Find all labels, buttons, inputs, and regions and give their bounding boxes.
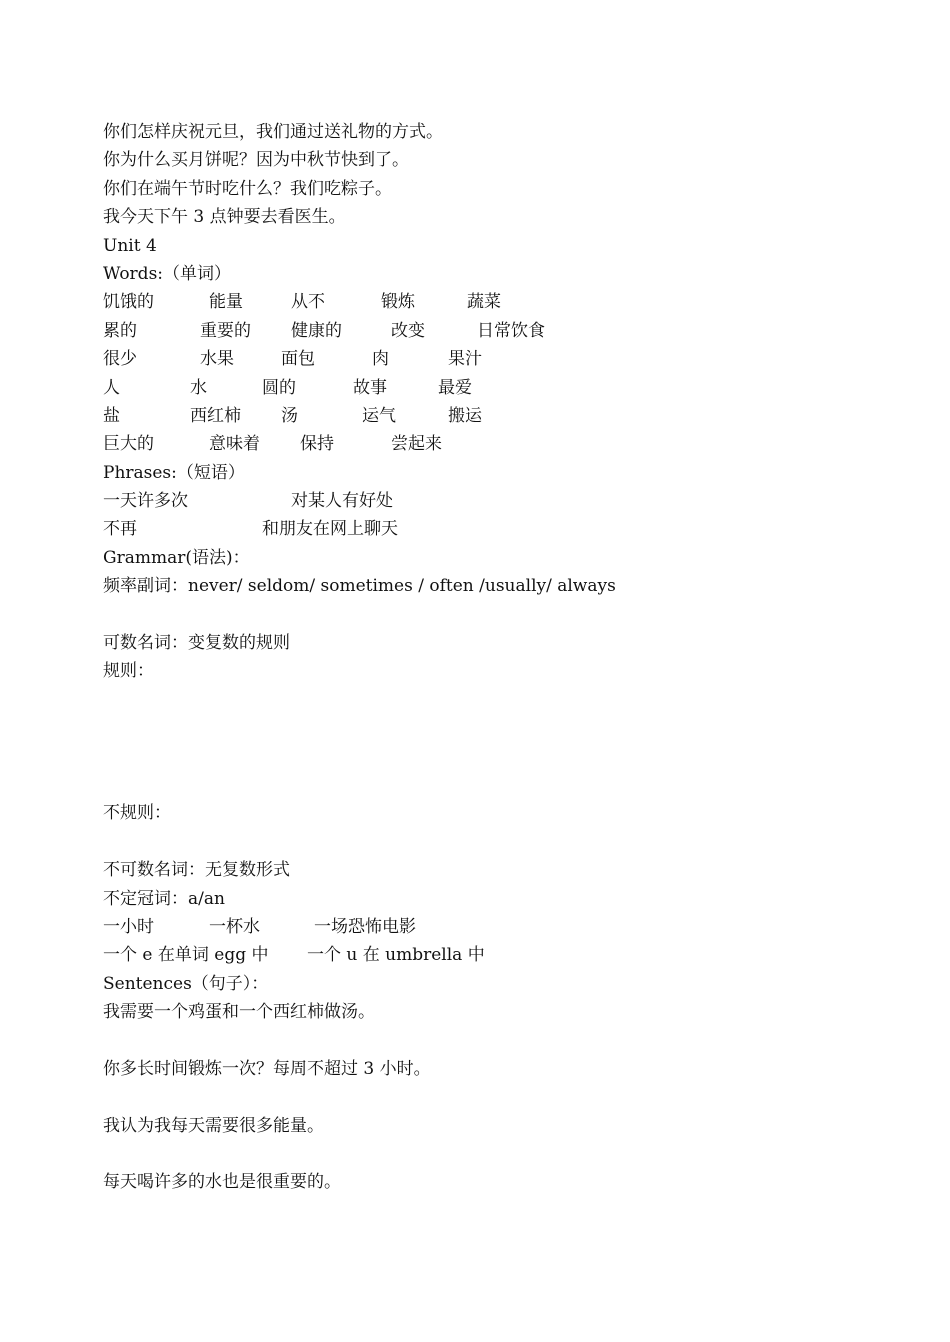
word: 累的 [103, 320, 137, 341]
word: 很少 [103, 349, 137, 370]
intro-line: 你们怎样庆祝元旦，我们通过送礼物的方式。 [103, 122, 443, 142]
words-row [103, 430, 863, 458]
word: 西红柿 [190, 405, 241, 426]
words-row [103, 345, 863, 373]
word: 能量 [209, 292, 243, 313]
phrases-row [103, 487, 863, 515]
words-heading: Words:（单词） [103, 263, 232, 284]
sentence: 我需要一个鸡蛋和一个西红柿做汤。 [103, 1002, 375, 1023]
word: 从不 [291, 292, 325, 313]
word: 保持 [300, 434, 334, 455]
word: 饥饿的 [103, 292, 154, 313]
word: 盐 [103, 405, 120, 426]
word: 水 [190, 377, 207, 398]
article-example: 一小时 [103, 916, 154, 937]
word: 水果 [200, 349, 234, 370]
word: 健康的 [291, 320, 342, 341]
article-example: 一个 u 在 umbrella 中 [307, 945, 485, 966]
word: 意味着 [209, 434, 260, 455]
phrase: 对某人有好处 [291, 491, 393, 512]
countable-nouns-line: 可数名词：变复数的规则 [103, 633, 290, 654]
word: 蔬菜 [467, 292, 501, 313]
article-example: 一场恐怖电影 [314, 916, 416, 937]
word: 面包 [281, 349, 315, 370]
word: 肉 [372, 349, 389, 370]
phrase: 和朋友在网上聊天 [262, 519, 398, 540]
article-examples-row [103, 941, 863, 969]
word: 巨大的 [103, 434, 154, 455]
phrases-heading: Phrases:（短语） [103, 462, 245, 483]
intro-line: 你为什么买月饼呢？因为中秋节快到了。 [103, 150, 409, 171]
word: 最爱 [438, 377, 472, 398]
sentence: 你多长时间锻炼一次？每周不超过 3 小时。 [103, 1058, 431, 1079]
frequency-adverbs-line: 频率副词：never/ seldom/ sometimes / often /usually/ always [103, 576, 616, 597]
document-page [103, 118, 863, 1197]
irregular-rules-label: 不规则： [103, 803, 171, 824]
phrases-row [103, 515, 863, 543]
word: 锻炼 [381, 292, 415, 313]
word: 运气 [362, 405, 396, 426]
word: 日常饮食 [477, 320, 545, 341]
word: 故事 [353, 377, 387, 398]
grammar-heading: Grammar(语法)： [103, 547, 250, 568]
sentence: 每天喝许多的水也是很重要的。 [103, 1172, 341, 1193]
phrase: 不再 [103, 519, 137, 540]
unit-title: Unit 4 [103, 235, 157, 256]
words-row [103, 288, 863, 316]
words-row [103, 374, 863, 402]
word: 汤 [281, 405, 298, 426]
word: 尝起来 [391, 434, 442, 455]
word: 果汁 [448, 349, 482, 370]
word: 人 [103, 377, 120, 398]
intro-line: 你们在端午节时吃什么？我们吃粽子。 [103, 178, 392, 199]
article-example: 一个 e 在单词 egg 中 [103, 945, 269, 966]
words-row [103, 317, 863, 345]
regular-rules-label: 规则： [103, 661, 154, 682]
word: 圆的 [262, 377, 296, 398]
article-examples-row [103, 913, 863, 941]
words-row [103, 402, 863, 430]
indefinite-article-line: 不定冠词：a/an [103, 888, 225, 909]
word: 搬运 [448, 405, 482, 426]
sentences-heading: Sentences（句子）： [103, 973, 269, 994]
phrase: 一天许多次 [103, 491, 188, 512]
word: 重要的 [200, 320, 251, 341]
sentence: 我认为我每天需要很多能量。 [103, 1115, 324, 1136]
intro-line: 我今天下午 3 点钟要去看医生。 [103, 207, 346, 228]
uncountable-nouns-line: 不可数名词：无复数形式 [103, 860, 290, 881]
word: 改变 [391, 320, 425, 341]
article-example: 一杯水 [209, 916, 260, 937]
